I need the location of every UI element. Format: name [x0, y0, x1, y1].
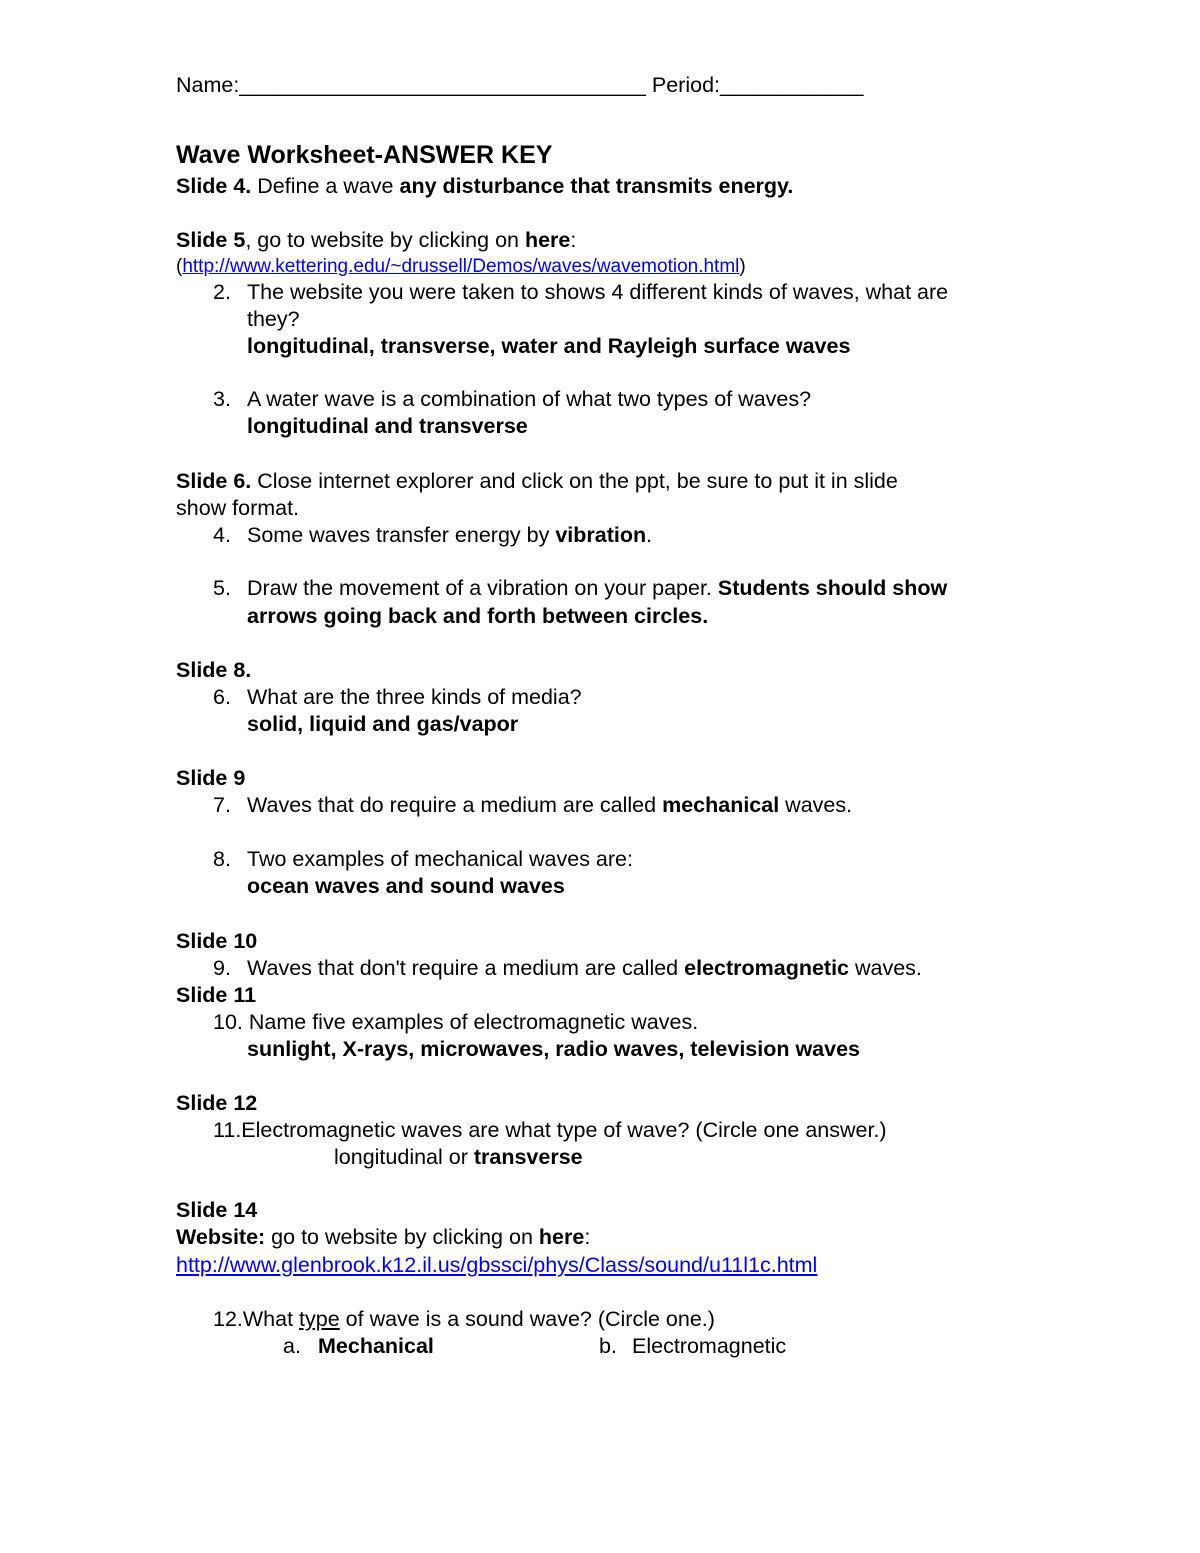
- period-blank[interactable]: ____________: [720, 73, 864, 97]
- name-line: [176, 72, 864, 99]
- q12-type: type: [299, 1307, 340, 1331]
- q11-line: [213, 1117, 887, 1144]
- slide-6-line: [176, 468, 898, 495]
- slide-4-line: [176, 173, 793, 200]
- q11-answer: transverse: [473, 1145, 583, 1169]
- q5-answer-1: Students should show: [717, 576, 948, 600]
- slide-5-url-line: [176, 253, 746, 280]
- q7-end: waves.: [779, 793, 853, 817]
- q11-text: Electromagnetic waves are what type of wave? (Circle one answer.): [241, 1118, 887, 1142]
- q7-number: 7.: [213, 793, 231, 817]
- slide-5-line: [176, 227, 576, 254]
- q11-option: longitudinal or: [334, 1145, 474, 1169]
- q9-number: 9.: [213, 956, 231, 980]
- option-b-electromagnetic[interactable]: Electromagnetic: [632, 1334, 787, 1358]
- q4-end: .: [646, 523, 653, 547]
- q10-line: [213, 1009, 698, 1036]
- slide-6-text-1: Close internet explorer and click on the ppt, be sure to put it in slide: [251, 469, 898, 493]
- website-text: go to website by clicking on: [265, 1225, 539, 1249]
- q8-answer: ocean waves and sound waves: [247, 874, 565, 898]
- page-title: Wave Worksheet-ANSWER KEY: [176, 141, 553, 169]
- q5-text: Draw the movement of a vibration on your paper.: [247, 576, 718, 600]
- q7-line: [247, 792, 852, 819]
- q4-number: 4.: [213, 523, 231, 547]
- name-blank[interactable]: __________________________________: [239, 73, 646, 97]
- slide-5-label: Slide 5: [176, 228, 246, 252]
- slide-4-text: Define a wave: [251, 174, 400, 198]
- slide-6-text-2: show format.: [176, 496, 300, 520]
- slide-10-label: Slide 10: [176, 929, 258, 953]
- q9-text: Waves that don't require a medium are called: [247, 956, 685, 980]
- slide-14-website-line: [176, 1224, 590, 1251]
- q7-text: Waves that do require a medium are called: [247, 793, 663, 817]
- q11-options: [334, 1144, 583, 1171]
- q12-number: 12.: [213, 1307, 243, 1331]
- q4-text: Some waves transfer energy by: [247, 523, 556, 547]
- slide-14-label: Slide 14: [176, 1198, 258, 1222]
- q2-text-2: they?: [247, 307, 300, 331]
- slide-5-text: , go to website by clicking on: [245, 228, 525, 252]
- q12-line: [213, 1306, 715, 1333]
- q6-answer: solid, liquid and gas/vapor: [247, 712, 519, 736]
- q4-answer: vibration: [555, 523, 647, 547]
- q6-number: 6.: [213, 685, 231, 709]
- slide-4-answer: any disturbance that transmits energy.: [399, 174, 794, 198]
- website-colon: :: [584, 1225, 591, 1249]
- name-label: Name:: [176, 73, 240, 97]
- slide-11-label: Slide 11: [176, 983, 257, 1007]
- q2-answer: longitudinal, transverse, water and Rayleigh surface waves: [247, 334, 851, 358]
- slide-14-url-line: [176, 1252, 817, 1279]
- q10-number: 10.: [213, 1010, 243, 1034]
- slide-6-label: Slide 6.: [176, 469, 252, 493]
- glenbrook-link[interactable]: http://www.glenbrook.k12.il.us/gbssci/phys/Class/sound/u11l1c.html: [176, 1253, 818, 1277]
- q5-line: [247, 575, 947, 602]
- q8-text: Two examples of mechanical waves are:: [247, 847, 633, 871]
- q6-text: What are the three kinds of media?: [247, 685, 582, 709]
- slide-5-colon: :: [570, 228, 577, 252]
- q3-text: A water wave is a combination of what two types of waves?: [247, 387, 812, 411]
- q3-number: 3.: [213, 387, 231, 411]
- website-label: Website:: [176, 1225, 266, 1249]
- q9-line: [247, 955, 922, 982]
- slide-9-label: Slide 9: [176, 766, 246, 790]
- q8-number: 8.: [213, 847, 231, 871]
- q10-text: Name five examples of electromagnetic waves.: [242, 1010, 699, 1034]
- q5-answer-2: arrows going back and forth between circles.: [247, 604, 709, 628]
- slide-12-label: Slide 12: [176, 1091, 258, 1115]
- slide-5-here: here: [524, 228, 571, 252]
- q11-number: 11.: [213, 1118, 242, 1142]
- q2-text-1: The website you were taken to shows 4 different kinds of waves, what are: [247, 280, 949, 304]
- paren-close: ): [739, 256, 746, 277]
- period-label: Period:: [651, 73, 720, 97]
- slide-4-label: Slide 4.: [176, 174, 252, 198]
- kettering-link[interactable]: http://www.kettering.edu/~drussell/Demos/waves/wavemotion.html: [182, 256, 740, 277]
- option-b-letter: b.: [599, 1334, 617, 1358]
- q2-number: 2.: [213, 280, 231, 304]
- paren-open: (: [176, 256, 183, 277]
- q12-text-2: of wave is a sound wave? (Circle one.): [339, 1307, 715, 1331]
- q9-end: waves.: [849, 956, 922, 980]
- q12-text-1: What: [242, 1307, 300, 1331]
- website-here: here: [538, 1225, 585, 1249]
- q10-answer: sunlight, X-rays, microwaves, radio waves, television waves: [247, 1037, 861, 1061]
- q4-line: [247, 522, 652, 549]
- option-a-letter: a.: [283, 1334, 301, 1358]
- q9-answer: electromagnetic: [684, 956, 850, 980]
- q7-answer: mechanical: [662, 793, 780, 817]
- option-a-mechanical[interactable]: Mechanical: [318, 1334, 434, 1358]
- slide-8-label: Slide 8.: [176, 658, 252, 682]
- q5-number: 5.: [213, 576, 231, 600]
- q3-answer: longitudinal and transverse: [247, 414, 528, 438]
